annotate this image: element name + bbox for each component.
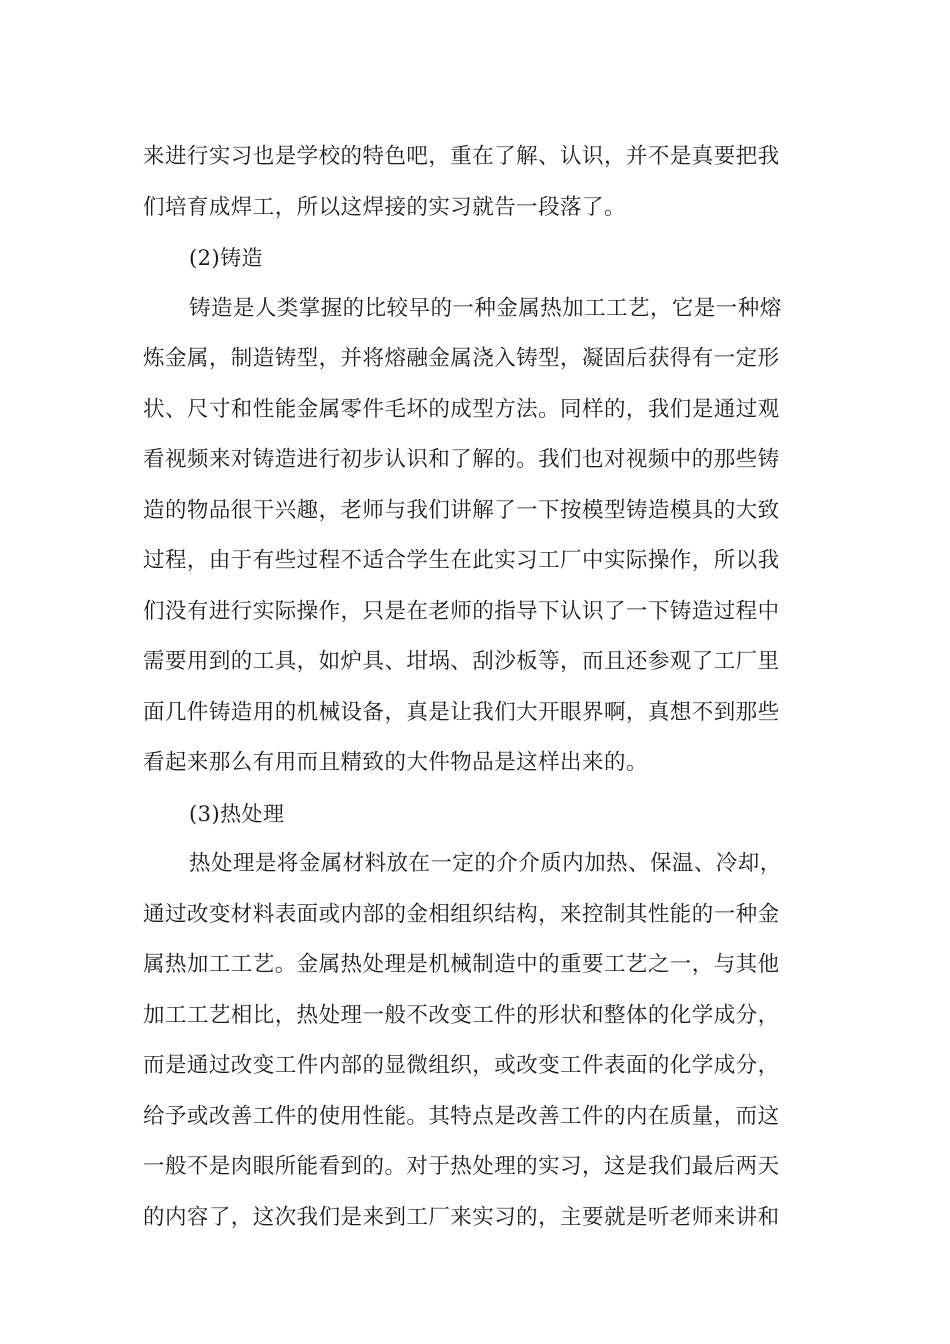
paragraph-heat-treatment	[143, 839, 809, 1243]
text-line: 面几件铸造用的机械设备，真是让我们大开眼界啊，真想不到那些	[143, 699, 780, 725]
text-line: 需要用到的工具，如炉具、坩埚、刮沙板等，而且还参观了工厂里	[143, 649, 780, 674]
text-line: 通过改变材料表面或内部的金相组织结构，来控制其性能的一种金	[143, 901, 780, 927]
text-line: 一般不是肉眼所能看到的。对于热处理的实习，这是我们最后两天	[143, 1154, 780, 1179]
text-line: 热处理是将金属材料放在一定的介介质内加热、保温、冷却，	[189, 851, 782, 876]
section-heading-heat-treatment: (3)热处理	[189, 801, 285, 826]
text-line: 的内容了，这次我们是来到工厂来实习的，主要就是听老师来讲和	[143, 1204, 780, 1230]
text-line: 们培育成焊工，所以这焊接的实习就告一段落了。	[143, 194, 626, 220]
text-line: 给予或改善工件的使用性能。其特点是改善工件的内在质量，而这	[143, 1103, 780, 1129]
paragraph-continued	[143, 132, 809, 233]
text-line: 看起来那么有用而且精致的大件物品是这样出来的。	[143, 750, 648, 775]
text-line: 过程，由于有些过程不适合学生在此实习工厂中实际操作，所以我	[143, 548, 780, 573]
section-heading-casting: (2)铸造	[189, 246, 263, 270]
text-line: 看视频来对铸造进行初步认识和了解的。我们也对视频中的那些铸	[143, 447, 780, 472]
text-line: 属热加工工艺。金属热处理是机械制造中的重要工艺之一，与其他	[143, 952, 780, 977]
text-line: 造的物品很干兴趣，老师与我们讲解了一下按模型铸造模具的大致	[143, 497, 780, 523]
text-line: 加工工艺相比，热处理一般不改变工件的形状和整体的化学成分，	[143, 1002, 780, 1028]
text-line: 而是通过改变工件内部的显微组织，或改变工件表面的化学成分，	[143, 1053, 780, 1078]
text-line: 炼金属，制造铸型，并将熔融金属浇入铸型，凝固后获得有一定形	[143, 346, 780, 371]
text-line: 来进行实习也是学校的特色吧，重在了解、认识，并不是真要把我	[143, 144, 780, 169]
document-body	[143, 132, 809, 1243]
text-line: 状、尺寸和性能金属零件毛坏的成型方法。同样的，我们是通过观	[143, 396, 780, 422]
text-line: 铸造是人类掌握的比较早的一种金属热加工工艺，它是一种熔	[189, 295, 782, 321]
paragraph-casting	[143, 284, 809, 789]
text-line: 们没有进行实际操作，只是在老师的指导下认识了一下铸造过程中	[143, 598, 780, 624]
